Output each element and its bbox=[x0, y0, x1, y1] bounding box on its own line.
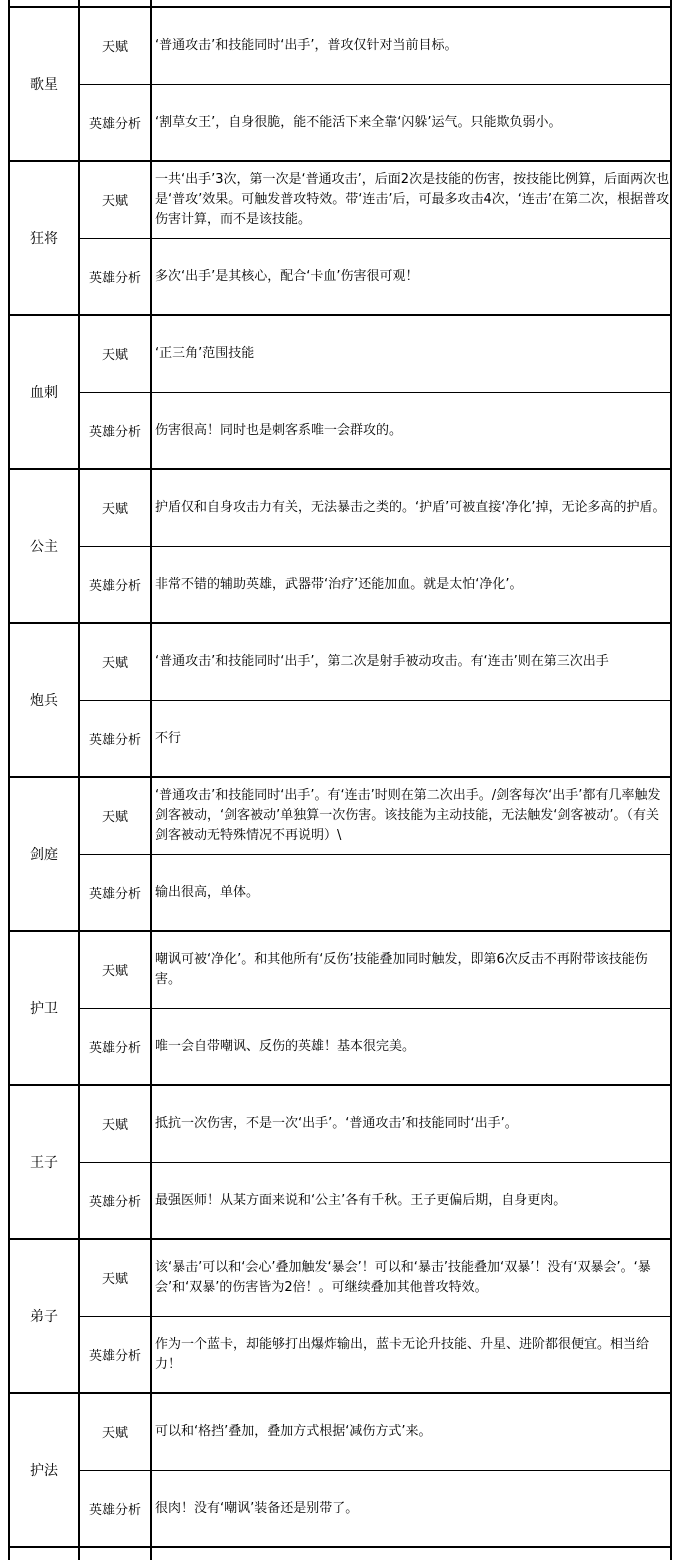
analysis-label: 英雄分析 bbox=[88, 579, 141, 594]
talent-text: 一共‘出手’3次，第一次是‘普通攻击’，后面2次是技能的伤害，按技能比例算，后面两次也是‘普攻’效果。可触发普攻特效。带‘连击’后，可最多攻击4次，‘连击’在第二次，根据普攻伤害计算，而不是该技能。 bbox=[155, 171, 670, 227]
hero-name: 剑庭 bbox=[30, 847, 58, 863]
analysis-text-cell bbox=[155, 1316, 670, 1393]
talent-text: 该‘暴击’可以和‘会心’叠加触发‘暴会’！可以和‘暴击’技能叠加‘双暴’！没有‘双暴会’。‘暴会’和‘双暴’的伤害皆为2倍！。可继续叠加其他普攻特效。 bbox=[155, 1259, 651, 1295]
analysis-text-cell bbox=[155, 1008, 670, 1085]
analysis-text: 输出很高，单体。 bbox=[155, 884, 260, 900]
analysis-label: 英雄分析 bbox=[88, 1349, 141, 1364]
talent-text: 嘲讽可被‘净化’。和其他所有‘反伤’技能叠加同时触发，即第6次反击不再附带该技能伤害。 bbox=[155, 951, 648, 987]
sub-row-divider bbox=[78, 238, 672, 239]
analysis-label: 英雄分析 bbox=[88, 1195, 141, 1210]
analysis-text: 作为一个蓝卡，却能够打出爆炸输出，蓝卡无论升技能、升星、进阶都很便宜。相当给力！ bbox=[155, 1336, 650, 1372]
talent-text-cell bbox=[155, 777, 670, 854]
talent-label: 天赋 bbox=[101, 1426, 128, 1441]
analysis-text-cell bbox=[155, 1162, 670, 1239]
analysis-text-cell bbox=[155, 392, 670, 469]
row-divider bbox=[8, 1546, 672, 1548]
row-divider bbox=[8, 1238, 672, 1240]
analysis-label: 英雄分析 bbox=[88, 425, 141, 440]
analysis-label: 英雄分析 bbox=[88, 1503, 141, 1518]
row-divider bbox=[8, 930, 672, 932]
hero-name: 狂将 bbox=[30, 231, 58, 247]
row-divider bbox=[8, 314, 672, 316]
talent-label: 天赋 bbox=[101, 656, 128, 671]
hero-name: 炮兵 bbox=[30, 693, 58, 709]
talent-text-cell bbox=[155, 315, 670, 392]
row-divider bbox=[8, 160, 672, 162]
talent-text: ‘正三角’范围技能 bbox=[155, 345, 255, 361]
sub-row-divider bbox=[78, 1162, 672, 1163]
talent-text: 可以和‘格挡’叠加，叠加方式根据‘减伤方式’来。 bbox=[155, 1423, 432, 1439]
sub-row-divider bbox=[78, 854, 672, 855]
talent-label: 天赋 bbox=[101, 1118, 128, 1133]
row-divider bbox=[8, 468, 672, 470]
row-divider bbox=[8, 622, 672, 624]
talent-text: ‘普通攻击’和技能同时‘出手’，第二次是射手被动攻击。有‘连击’则在第三次出手 bbox=[155, 653, 609, 669]
talent-text-cell bbox=[155, 1239, 670, 1316]
analysis-text: 唯一会自带嘲讽、反伤的英雄！基本很完美。 bbox=[155, 1038, 416, 1054]
talent-text-cell bbox=[155, 469, 670, 546]
hero-name: 公主 bbox=[30, 539, 58, 555]
talent-label: 天赋 bbox=[101, 964, 128, 979]
talent-text: ‘普通攻击’和技能同时‘出手’。有‘连击’时则在第二次出手。/剑客每次‘出手’都有几率触发剑客被动，‘剑客被动’单独算一次伤害。该技能为主动技能，无法触发‘剑客被动’。（有关剑客被动无特殊情况不再说明）\ bbox=[155, 787, 661, 843]
row-divider bbox=[8, 1392, 672, 1394]
talent-label: 天赋 bbox=[101, 194, 128, 209]
sub-row-divider bbox=[78, 1470, 672, 1471]
column-divider bbox=[150, 0, 152, 1560]
talent-text: 抵抗一次伤害，不是一次‘出手’。‘普通攻击’和技能同时‘出手’。 bbox=[155, 1115, 518, 1131]
column-divider bbox=[8, 0, 10, 1560]
sub-row-divider bbox=[78, 700, 672, 701]
analysis-text: 很肉！没有‘嘲讽’装备还是别带了。 bbox=[155, 1500, 359, 1516]
analysis-text-cell bbox=[155, 238, 670, 315]
talent-label: 天赋 bbox=[101, 40, 128, 55]
analysis-label: 英雄分析 bbox=[88, 1041, 141, 1056]
column-divider bbox=[670, 0, 672, 1560]
hero-name: 王子 bbox=[30, 1155, 58, 1171]
talent-text-cell bbox=[155, 1085, 670, 1162]
talent-text-cell bbox=[155, 1393, 670, 1470]
analysis-label: 英雄分析 bbox=[88, 271, 141, 286]
analysis-text: ‘割草女王’，自身很脆，能不能活下来全靠‘闪躲’运气。只能欺负弱小。 bbox=[155, 114, 562, 130]
talent-text-cell bbox=[155, 7, 670, 84]
analysis-text-cell bbox=[155, 1470, 670, 1547]
talent-text: ‘普通攻击’和技能同时‘出手’，普攻仅针对当前目标。 bbox=[155, 37, 458, 53]
sub-row-divider bbox=[78, 84, 672, 85]
analysis-label: 英雄分析 bbox=[88, 887, 141, 902]
row-divider bbox=[8, 6, 672, 8]
analysis-text: 多次‘出手’是其核心，配合‘卡血’伤害很可观！ bbox=[155, 268, 419, 284]
talent-label: 天赋 bbox=[101, 502, 128, 517]
talent-label: 天赋 bbox=[101, 810, 128, 825]
hero-name: 护法 bbox=[30, 1463, 58, 1479]
analysis-text: 非常不错的辅助英雄，武器带‘治疗’还能加血。就是太怕‘净化’。 bbox=[155, 576, 523, 592]
talent-text-cell bbox=[155, 161, 670, 238]
column-divider bbox=[78, 0, 80, 1560]
talent-text-cell bbox=[155, 623, 670, 700]
analysis-text: 伤害很高！同时也是刺客系唯一会群攻的。 bbox=[155, 422, 403, 438]
sub-row-divider bbox=[78, 1316, 672, 1317]
talent-text-cell bbox=[155, 931, 670, 1008]
sub-row-divider bbox=[78, 1008, 672, 1009]
analysis-label: 英雄分析 bbox=[88, 733, 141, 748]
analysis-label: 英雄分析 bbox=[88, 117, 141, 132]
analysis-text: 不行 bbox=[155, 730, 182, 746]
analysis-text-cell bbox=[155, 854, 670, 931]
row-divider bbox=[8, 1084, 672, 1086]
talent-label: 天赋 bbox=[101, 348, 128, 363]
talent-label: 天赋 bbox=[101, 1272, 128, 1287]
sub-row-divider bbox=[78, 546, 672, 547]
analysis-text-cell bbox=[155, 84, 670, 161]
hero-name: 血刺 bbox=[30, 385, 58, 401]
row-divider bbox=[8, 776, 672, 778]
talent-text: 护盾仅和自身攻击力有关，无法暴击之类的。‘护盾’可被直接‘净化’掉，无论多高的护盾。 bbox=[155, 499, 666, 515]
hero-name: 歌星 bbox=[30, 77, 58, 93]
hero-name: 弟子 bbox=[30, 1309, 58, 1325]
hero-name: 护卫 bbox=[30, 1001, 58, 1017]
analysis-text: 最强医师！从某方面来说和‘公主’各有千秋。王子更偏后期，自身更肉。 bbox=[155, 1192, 567, 1208]
analysis-text-cell bbox=[155, 700, 670, 777]
sub-row-divider bbox=[78, 392, 672, 393]
analysis-text-cell bbox=[155, 546, 670, 623]
